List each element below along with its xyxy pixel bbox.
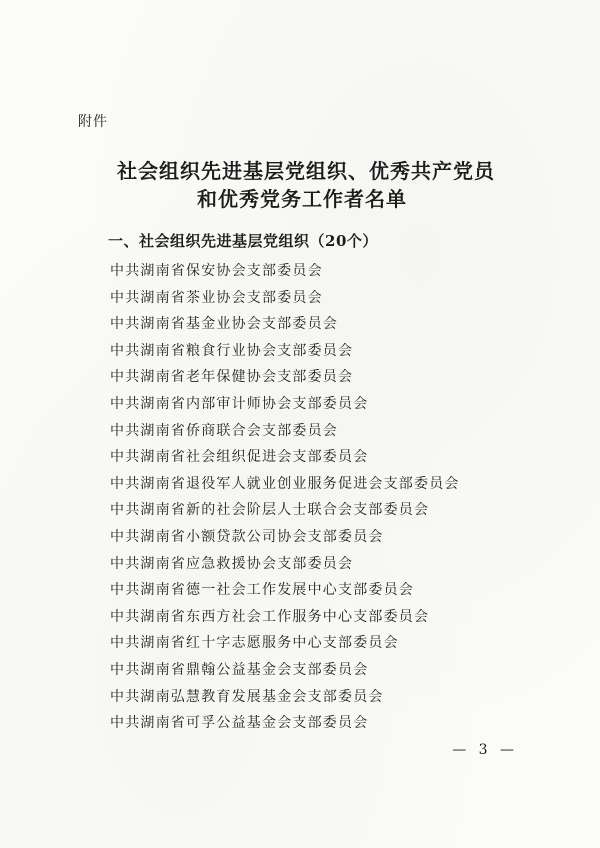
section-heading: 一、社会组织先进基层党组织（20个） [108,232,378,250]
list-item: 中共湖南省内部审计师协会支部委员会 [110,395,369,412]
list-item: 中共湖南弘慧教育发展基金会支部委员会 [110,688,384,705]
list-item: 中共湖南省保安协会支部委员会 [110,263,323,279]
list-item: 中共湖南省新的社会阶层人士联合会支部委员会 [110,502,430,519]
list-item: 中共湖南省茶业协会支部委员会 [110,289,323,306]
list-item: 中共湖南省东西方社会工作服务中心支部委员会 [110,608,430,625]
attachment-label: 附件 [78,114,108,130]
page-number: — 3 — [452,742,518,758]
document-title-line2: 和优秀党务工作者名单 [197,187,407,211]
list-item: 中共湖南省基金业协会支部委员会 [110,316,338,333]
list-item: 中共湖南省小额贷款公司协会支部委员会 [110,528,384,545]
list-item: 中共湖南省社会组织促进会支部委员会 [110,449,369,466]
list-item: 中共湖南省侨商联合会支部委员会 [110,422,338,439]
list-item: 中共湖南省鼎翰公益基金会支部委员会 [110,661,369,678]
list-item: 中共湖南省退役军人就业创业服务促进会支部委员会 [110,475,460,492]
document-title-line1: 社会组织先进基层党组织、优秀共产党员 [117,159,495,183]
list-item: 中共湖南省德一社会工作发展中心支部委员会 [110,582,414,599]
list-item: 中共湖南省可孚公益基金会支部委员会 [110,715,369,732]
list-item: 中共湖南省红十字志愿服务中心支部委员会 [110,635,399,652]
organization-list [110,258,460,737]
list-item: 中共湖南省粮食行业协会支部委员会 [110,342,354,359]
list-item: 中共湖南省应急救援协会支部委员会 [110,555,354,572]
list-item: 中共湖南省老年保健协会支部委员会 [110,369,354,386]
